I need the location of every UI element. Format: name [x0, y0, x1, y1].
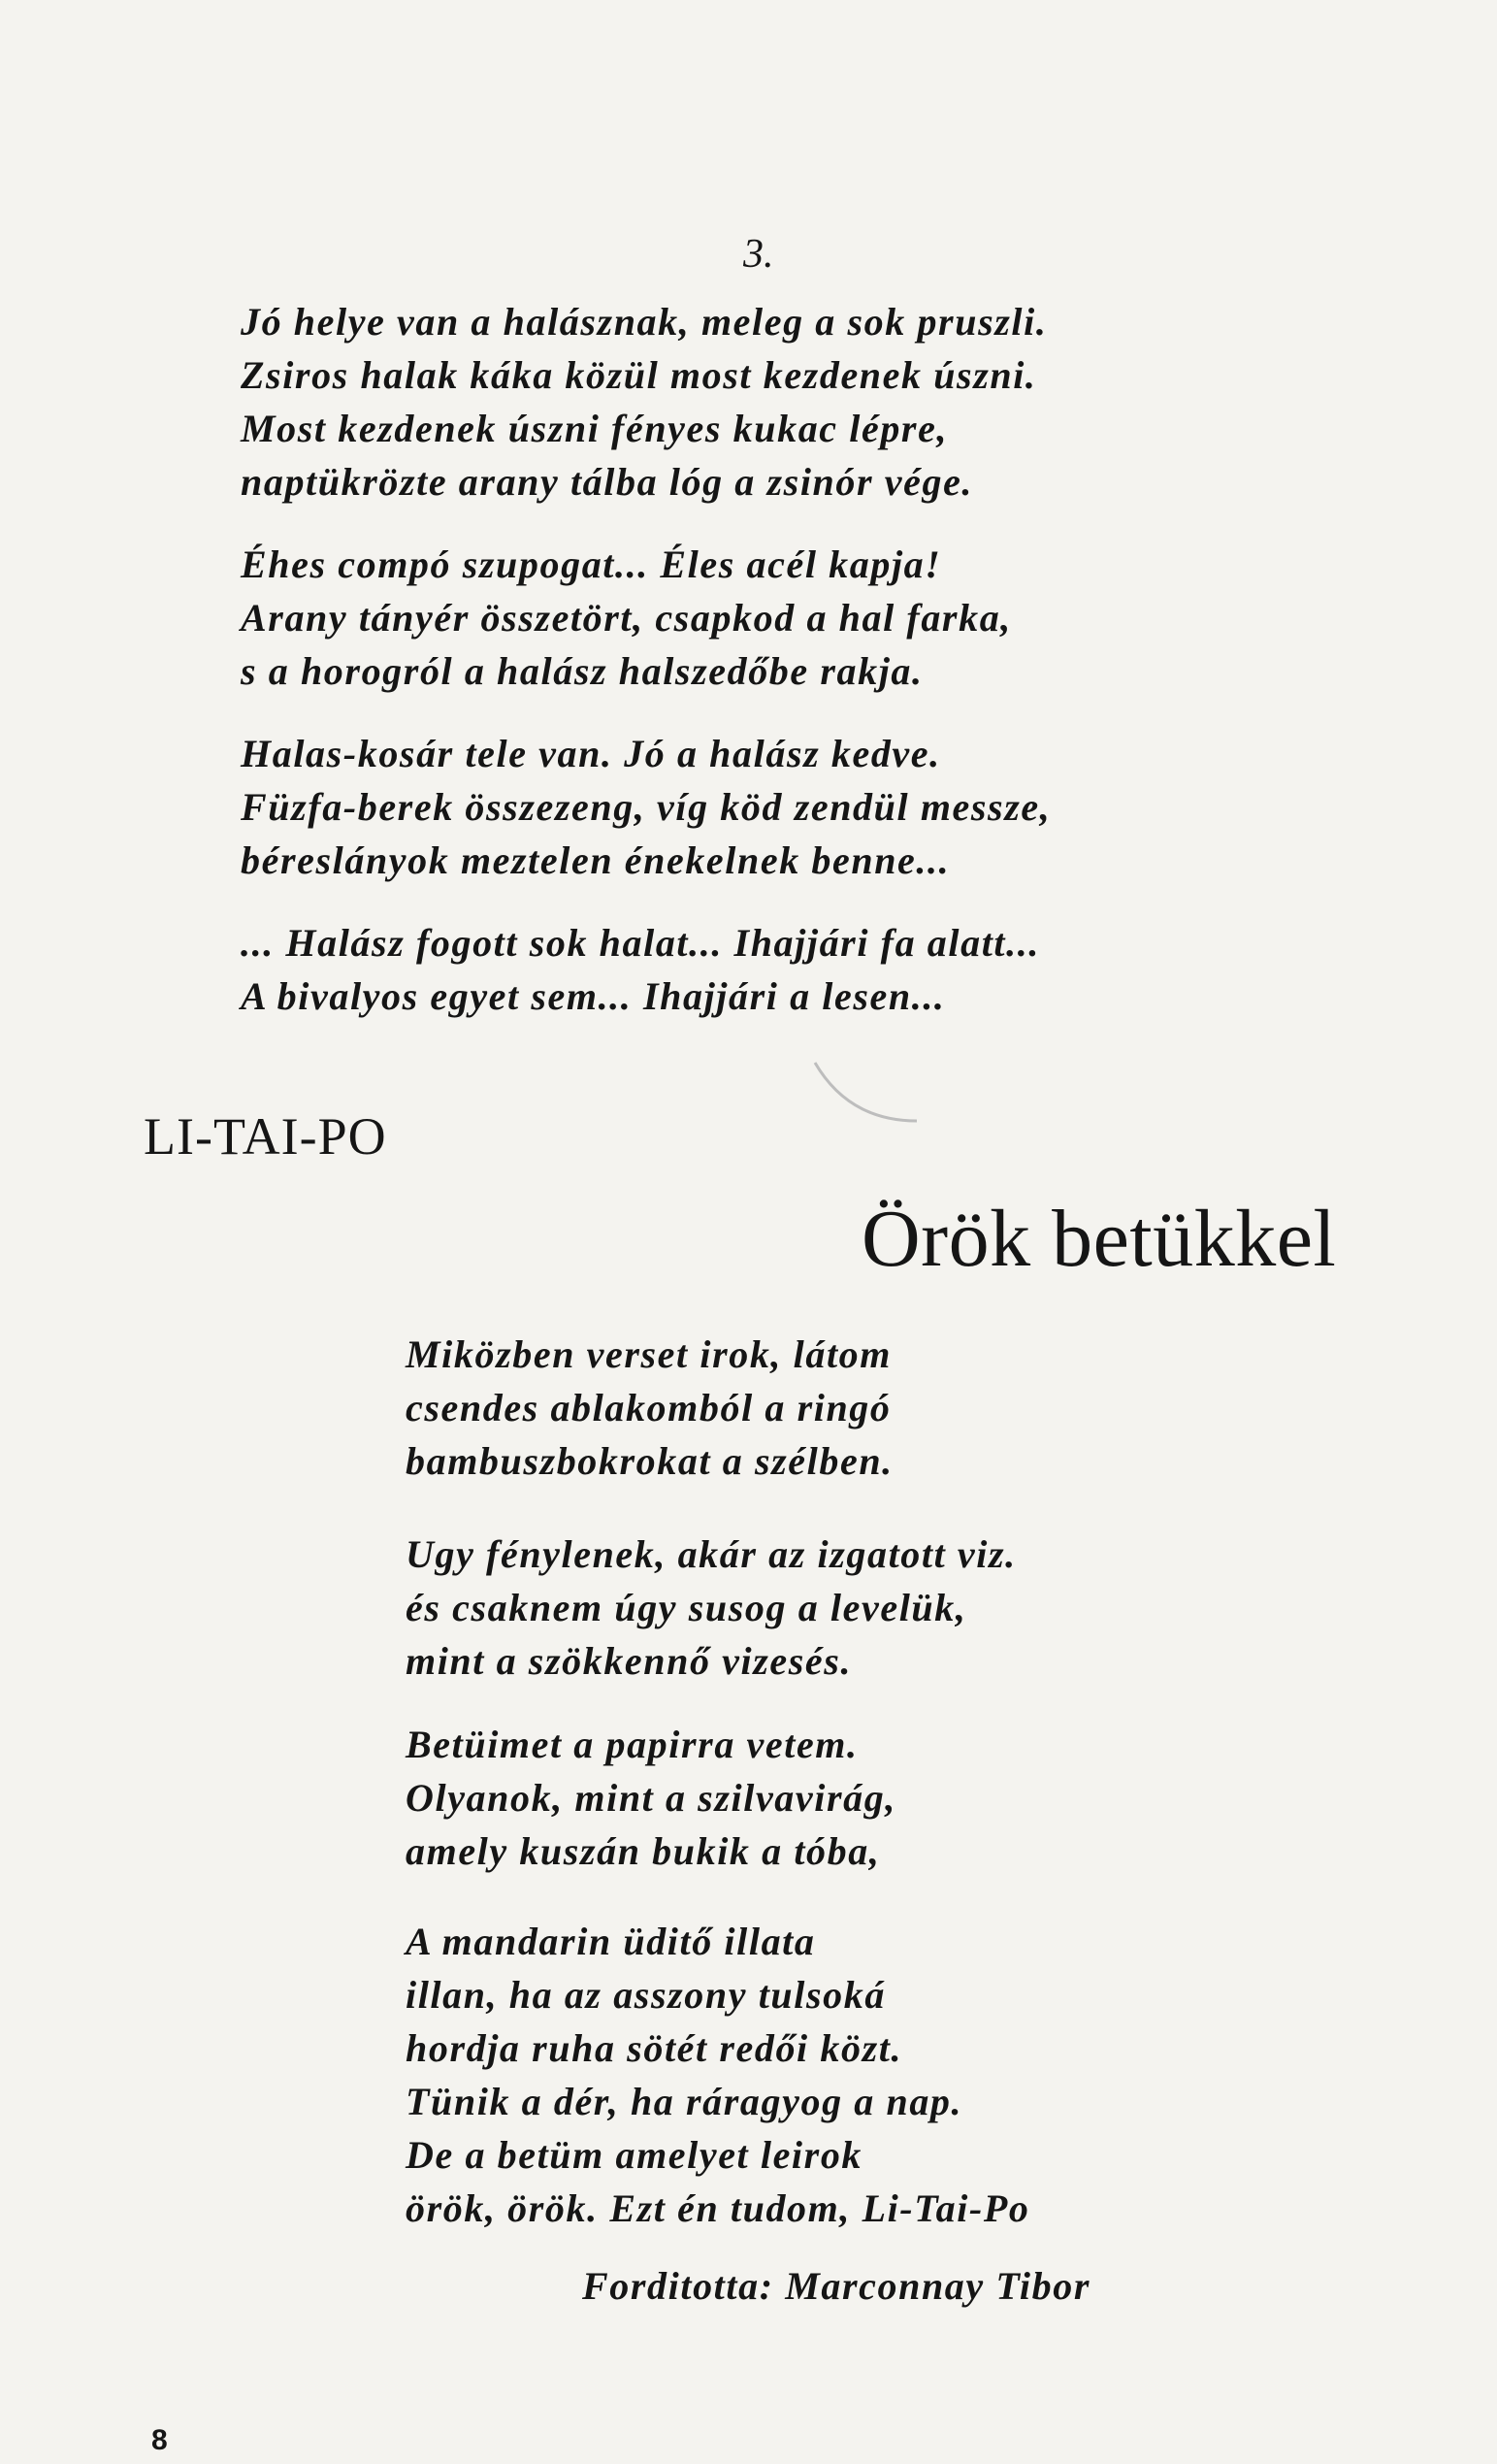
- poem-line: Betüimet a papirra vetem.: [406, 1723, 859, 1766]
- poem-line: De a betüm amelyet leirok: [406, 2133, 863, 2177]
- ink-stroke-ornament: [810, 1053, 927, 1140]
- poem-line: örök, örök. Ezt én tudom, Li-Tai-Po: [406, 2186, 1030, 2230]
- poem-line: A bivalyos egyet sem... Ihajjári a lesen...: [241, 974, 946, 1018]
- poem-title: Örök betükkel: [862, 1194, 1337, 1284]
- poem-line: Tünik a dér, ha ráragyog a nap.: [406, 2080, 963, 2123]
- poem-line: s a horogról a halász halszedőbe rakja.: [241, 649, 924, 693]
- poem-line: Ugy fénylenek, akár az izgatott viz.: [406, 1532, 1017, 1576]
- author-name: LI-TAI-PO: [144, 1107, 387, 1166]
- poem-line: Miközben verset irok, látom: [406, 1332, 892, 1376]
- poem-line: hordja ruha sötét redői közt.: [406, 2026, 903, 2070]
- translator-credit: Forditotta: Marconnay Tibor: [582, 2264, 1090, 2308]
- poem-line: és csaknem úgy susog a levelük,: [406, 1586, 967, 1629]
- poem-line: Füzfa-berek összezeng, víg köd zendül messze,: [241, 785, 1052, 829]
- poem-line: Most kezdenek úszni fényes kukac lépre,: [241, 407, 949, 450]
- poem-line: ... Halász fogott sok halat... Ihajjári fa alatt...: [241, 921, 1040, 965]
- poem-line: Halas-kosár tele van. Jó a halász kedve.: [241, 732, 941, 775]
- poem-line: illan, ha az asszony tulsoká: [406, 1973, 886, 2017]
- poem-line: csendes ablakomból a ringó: [406, 1386, 892, 1429]
- section-number: 3.: [743, 232, 774, 277]
- poem-line: amely kuszán bukik a tóba,: [406, 1829, 881, 1873]
- poem-line: Arany tányér összetört, csapkod a hal farka,: [241, 596, 1012, 640]
- poem-line: béreslányok meztelen énekelnek benne...: [241, 838, 951, 882]
- poem-line: bambuszbokrokat a szélben.: [406, 1439, 894, 1483]
- poem-line: A mandarin üditő illata: [406, 1920, 816, 1963]
- poem-line: Zsiros halak káka közül most kezdenek úszni.: [241, 353, 1037, 397]
- poem-line: Éhes compó szupogat... Éles acél kapja!: [241, 542, 942, 586]
- poem-line: mint a szökkennő vizesés.: [406, 1639, 853, 1683]
- poem-line: Jó helye van a halásznak, meleg a sok pruszli.: [241, 300, 1048, 344]
- poem-line: naptükrözte arany tálba lóg a zsinór vége.: [241, 460, 974, 504]
- page-number: 8: [151, 2424, 168, 2456]
- poem-line: Olyanok, mint a szilvavirág,: [406, 1776, 896, 1820]
